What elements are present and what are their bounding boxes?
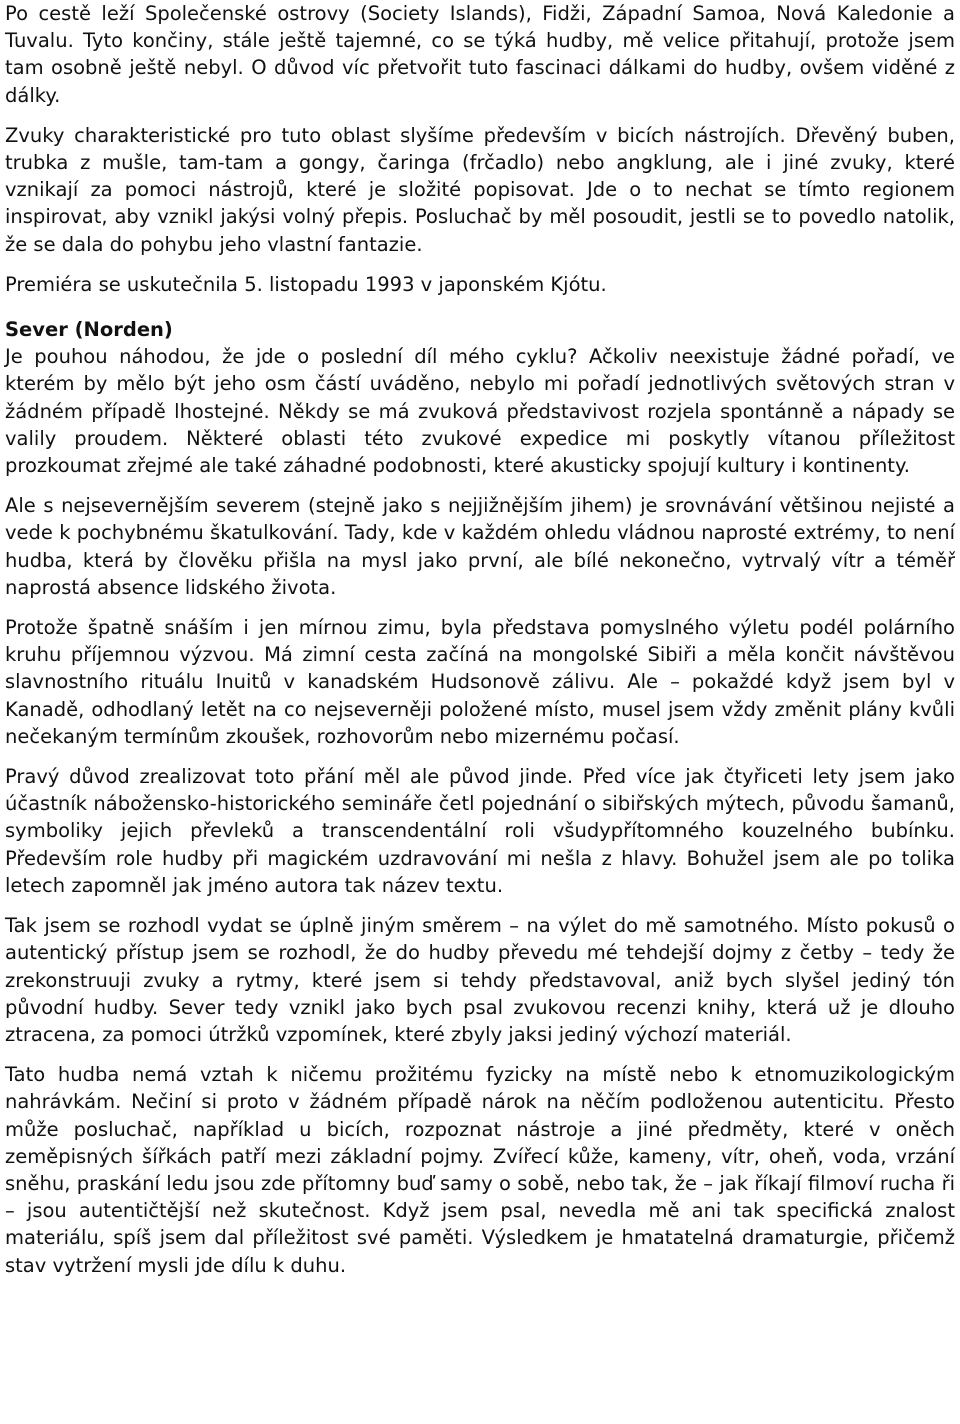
intro-paragraph-2: Zvuky charakteristické pro tuto oblast slyšíme především v bicích nástrojích. Dřevěný buben, trubka z mušle, tam-tam a gongy, čaringa (frčadlo) nebo angklung, ale i jiné zvuky, které vznikají za pomoci nástrojů, které je složité popisovat. Jde o to nechat se tímto regionem inspirovat, aby vznikl jakýsi volný přepis. Posluchač by měl posoudit, jestli se to povedlo natolik, že se dala do pohybu jeho vlastní fantazie. [5,123,955,256]
intro-paragraph-premiere: Premiéra se uskutečnila 5. listopadu 1993 v japonském Kjótu. [5,272,607,296]
section-paragraph-1: Je pouhou náhodou, že jde o poslední díl mého cyklu? Ačkoliv neexistuje žádné pořadí, ve kterém by mělo být jeho osm částí uváděno, nebylo mi pořadí jednotlivých světových stran v žádném případě lhostejné. Někdy se má zvuková představivost rozjela spontánně a nápady se valily proudem. Některé oblasti této zvukové expedice mi poskytly vítanou příležitost prozkoumat zřejmé ale také záhadné podobnosti, které akusticky spojují kultury i kontinenty. [5,345,955,478]
section-paragraph-3: Protože špatně snáším i jen mírnou zimu, byla představa pomyslného výletu podél polárního kruhu příjemnou výzvou. Má zimní cesta začíná na mongolské Sibiři a měla končit návštěvou slavnostního rituálu Inuitů v kanadském Hudsonově zálivu. Ale – pokaždé když jsem byl v Kanadě, odhodlaný letět na co nejseverněji položené místo, musel jsem vždy změnit plány kvůli nečekaným termínům zkoušek, rozhovorům nebo mizernému počasí. [5,616,955,748]
section-heading: Sever (Norden) [5,318,173,342]
section-paragraph-6: Tato hudba nemá vztah k ničemu prožitému fyzicky na místě nebo k etnomuzikologickým nahrávkám. Nečiní si proto v žádném případě nárok na něčím podloženou autenticitu. Přesto může posluchač, například u bicích, rozpoznat nástroje a jiné předměty, které v oněch zeměpisných šířkách patří mezi základní pojmy. Zvířecí kůže, kameny, vítr, oheň, voda, vrzání sněhu, praskání ledu jsou zde přítomny buď samy o sobě, nebo tak, že – jak říkají filmoví rucha ři – jsou autentičtější než skutečnost. Když jsem psal, nevedla mě ani tak specifická znalost materiálu, spíš jsem dal příležitost své paměti. Výsledkem je hmatatelná dramaturgie, přičemž stav vytržení mysli jde dílu k duhu. [5,1063,955,1277]
intro-paragraph-1: Po cestě leží Společenské ostrovy (Society Islands), Fidži, Západní Samoa, Nová Kaledonie a Tuvalu. Tyto končiny, stále ještě tajemné, co se týká hudby, mě velice přitahují, protože jsem tam osobně ještě nebyl. O důvod víc přetvořit tuto fascinaci dálkami do hudby, ovšem viděné z dálky. [5,2,955,107]
section-paragraph-5: Tak jsem se rozhodl vydat se úplně jiným směrem – na výlet do mě samotného. Místo pokusů o autentický přístup jsem se rozhodl, že do hudby převedu mé tehdejší dojmy z četby – tedy že zrekonstruuji zvuky a rytmy, které jsem si tehdy představoval, aniž bych slyšel jediný tón původní hudby. Sever tedy vznikl jako bych psal zvukovou recenzi knihy, která už je dlouho ztracena, za pomoci útržků vzpomínek, které zbyly jaksi jediný výchozí materiál. [5,914,955,1046]
section-paragraph-2: Ale s nejsevernějším severem (stejně jako s nejjižnějším jihem) je srovnávání většinou nejisté a vede k pochybnému škatulkování. Tady, kde v každém ohledu vládnou naprosté extrémy, to není hudba, která by člověku přišla na mysl jako první, ale bílé nekonečno, vytrvalý vítr a téměř naprostá absence lidského života. [5,494,955,599]
section-paragraph-4: Pravý důvod zrealizovat toto přání měl ale původ jinde. Před více jak čtyřiceti lety jsem jako účastník nábožensko-historického semináře četl pojednání o sibiřských mýtech, původu šamanů, symboliky jejich převleků a transcendentální roli všudypřítomného kouzelného bubínku. Především role hudby při magickém uzdravování mi nešla z hlavy. Bohužel jsem ale po tolika letech zapomněl jak jméno autora tak název textu. [5,765,955,897]
document-page [5,0,955,1292]
